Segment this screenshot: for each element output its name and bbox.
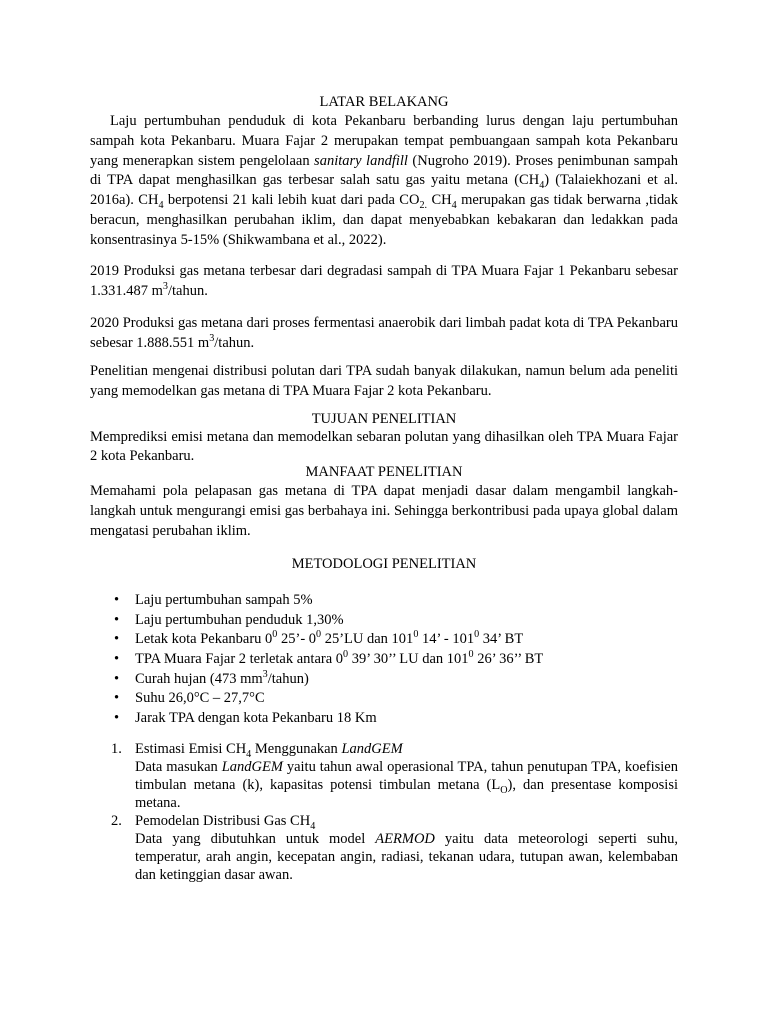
step-body: Data masukan LandGEM yaitu tahun awal operasional TPA, tahun penutupan TPA, koefisien timbulan metana (k), kapasitas potensi timbulan metana $(L_O)$, dan presentase komposisi metana. — [135, 759, 678, 811]
step-number: 2. — [111, 813, 122, 829]
list-item: • Laju pertumbuhan penduduk 1,30% — [90, 611, 690, 631]
step-title: Pemodelan Distribusi Gas $CH_4$ — [135, 813, 316, 832]
paragraph-produksi-2020: 2020 Produksi gas metana dari proses fermentasi anaerobik dari limbah padat kota di TPA Pekanbaru sebesar 1.888.551 $m^3$/tahun. — [90, 315, 678, 351]
list-item — [90, 740, 678, 812]
parameter-list — [90, 591, 690, 729]
paragraph-penelitian: Penelitian mengenai distribusi polutan dari TPA sudah banyak dilakukan, namun belum ada peneliti yang memodelkan gas metana di TPA Muara Fajar 2 kota Pekanbaru. — [90, 363, 678, 399]
heading-tujuan-penelitian: TUJUAN PENELITIAN — [311, 411, 457, 427]
step-title: Estimasi Emisi $CH_4$ Menggunakan LandGEM — [135, 741, 403, 760]
paragraph-tujuan: Memprediksi emisi metana dan memodelkan sebaran polutan yang dihasilkan oleh TPA Muara Fajar 2 kota Pekanbaru. — [90, 429, 678, 464]
step-number: 1. — [111, 741, 122, 757]
heading-manfaat-penelitian: MANFAAT PENELITIAN — [305, 464, 463, 480]
step-body: Data yang dibutuhkan untuk model AERMOD yaitu data meteorologi seperti suhu, temperatur, arah angin, kecepatan angin, radiasi, tekanan udara, tutupan awan, kelembaban dan ketinggian dasar awan. — [135, 831, 678, 883]
paragraph-produksi-2019: 2019 Produksi gas metana terbesar dari degradasi sampah di TPA Muara Fajar 1 Pekanbaru sebesar 1.331.487 $m^3$/tahun. — [90, 263, 678, 299]
list-item — [90, 812, 678, 884]
list-item: • Jarak TPA dengan kota Pekanbaru 18 Km — [90, 709, 690, 729]
paragraph-latar-1: Laju pertumbuhan penduduk di kota Pekanbaru berbanding lurus dengan laju pertumbuhan sampah kota Pekanbaru. Muara Fajar 2 merupakan tempat pembuangaan sampah kota Pekanbaru yang menerapkan sistem pengelolaan sanitary landfill (Nugroho 2019). Proses penimbunan sampah di TPA dapat menghasilkan gas terbesar salah satu gas yaitu metana $(CH_4)$ (Talaiekhozani et al. 2016a). $CH_4$ berpotensi 21 kali lebih kuat dari pada $CO_{2.}$ $CH_4$ merupakan gas tidak berwarna ,tidak beracun, menghasilkan perubahan iklim, dan dapat menyebabkan kebakaran dan ledakkan pada konsentrasinya 5-15% (Shikwambana et al., 2022). — [90, 113, 678, 248]
heading-metodologi-penelitian: METODOLOGI PENELITIAN — [291, 556, 477, 572]
list-item: • Letak kota Pekanbaru $0^0$ 25’- $0^0$ 25’LU dan $101^0$ 14’ - $101^0$ 34’ BT — [90, 630, 690, 650]
list-item: • TPA Muara Fajar 2 terletak antara $0^0$ 39’ 30’’ LU dan $101^0$ 26’ 36’’ BT — [90, 650, 690, 670]
paragraph-manfaat: Memahami pola pelapasan gas metana di TPA dapat menjadi dasar dalam mengambil langkah-langkah untuk mengurangi emisi gas berbahaya ini. Sehingga berkontribusi pada upaya global dalam mengatasi perubahan iklim. — [90, 483, 678, 539]
list-item: • Laju pertumbuhan sampah 5% — [90, 591, 690, 611]
methodology-steps — [90, 740, 678, 884]
list-item: • Curah hujan (473 $mm^3/tahun$) — [90, 670, 690, 690]
heading-latar-belakang: LATAR BELAKANG — [319, 94, 449, 110]
list-item: • Suhu 26,0°C – 27,7°C — [90, 689, 690, 709]
